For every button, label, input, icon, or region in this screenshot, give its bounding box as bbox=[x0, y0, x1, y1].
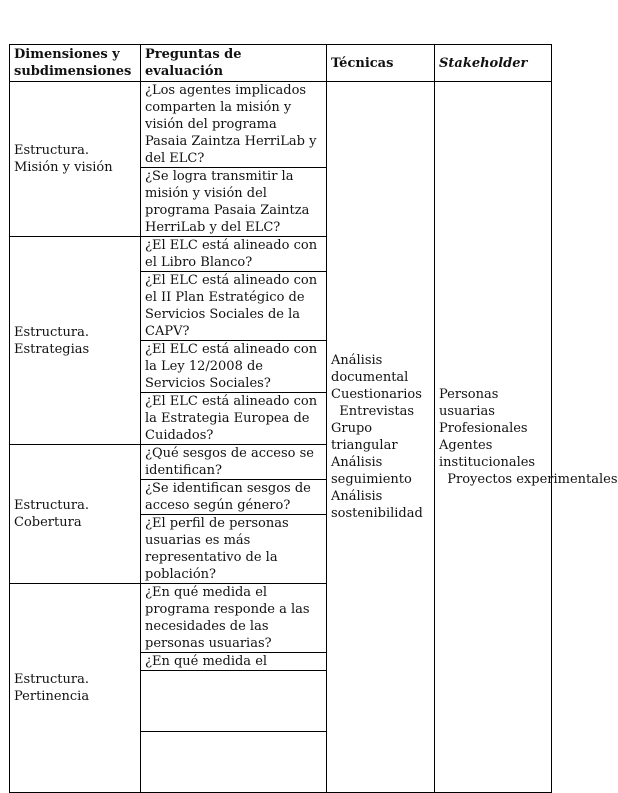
question-cell: ¿El ELC está alineado con el Libro Blanco? bbox=[141, 237, 327, 272]
stakeholder-item: Proyectos experimentales bbox=[439, 472, 618, 487]
evaluation-table bbox=[9, 44, 618, 793]
stakeholder-item: Agentes institucionales bbox=[439, 438, 536, 470]
question-cell-empty bbox=[141, 732, 327, 793]
technique-item: Análisis documental bbox=[331, 353, 409, 385]
dimension-cell: Estructura. Estrategias bbox=[10, 237, 141, 445]
header-row bbox=[10, 45, 552, 82]
stakeholder-item: Profesionales bbox=[439, 421, 528, 436]
question-cell: ¿Se identifican sesgos de acceso según género? bbox=[141, 480, 327, 515]
dimension-cell: Estructura. Pertinencia bbox=[10, 584, 141, 793]
question-cell: ¿El ELC está alineado con la Ley 12/2008 de Servicios Sociales? bbox=[141, 341, 327, 393]
header-techniques: Técnicas bbox=[327, 45, 435, 82]
question-cell: ¿Los agentes implicados comparten la misión y visión del programa Pasaia Zaintza HerriLab y del ELC? bbox=[141, 82, 327, 168]
question-cell: ¿El perfil de personas usuarias es más representativo de la población? bbox=[141, 515, 327, 584]
technique-item: Grupo triangular bbox=[331, 421, 398, 453]
stakeholder-item: Personas usuarias bbox=[439, 387, 499, 419]
technique-item: Análisis sostenibilidad bbox=[331, 489, 423, 521]
question-cell-empty bbox=[141, 671, 327, 732]
dimension-cell: Estructura. Cobertura bbox=[10, 445, 141, 584]
question-cell: ¿Qué sesgos de acceso se identifican? bbox=[141, 445, 327, 480]
header-stakeholder: Stakeholder bbox=[435, 45, 552, 82]
header-questions: Preguntas de evaluación bbox=[141, 45, 327, 82]
question-cell: ¿En qué medida el programa responde a las necesidades de las personas usuarias? bbox=[141, 584, 327, 653]
question-cell: ¿El ELC está alineado con el II Plan Estratégico de Servicios Sociales de la CAPV? bbox=[141, 272, 327, 341]
question-cell: ¿Se logra transmitir la misión y visión del programa Pasaia Zaintza HerriLab y del ELC? bbox=[141, 168, 327, 237]
header-dimensions: Dimensiones y subdimensiones bbox=[10, 45, 141, 82]
question-cell: ¿El ELC está alineado con la Estrategia Europea de Cuidados? bbox=[141, 393, 327, 445]
table-row bbox=[10, 82, 552, 168]
technique-item: Análisis seguimiento bbox=[331, 455, 412, 487]
stakeholders-cell bbox=[435, 82, 618, 793]
technique-item: Cuestionarios bbox=[331, 387, 422, 402]
technique-item: Entrevistas bbox=[331, 404, 415, 419]
techniques-cell bbox=[327, 82, 435, 793]
question-cell: ¿En qué medida el bbox=[141, 653, 327, 671]
dimension-cell: Estructura. Misión y visión bbox=[10, 82, 141, 237]
